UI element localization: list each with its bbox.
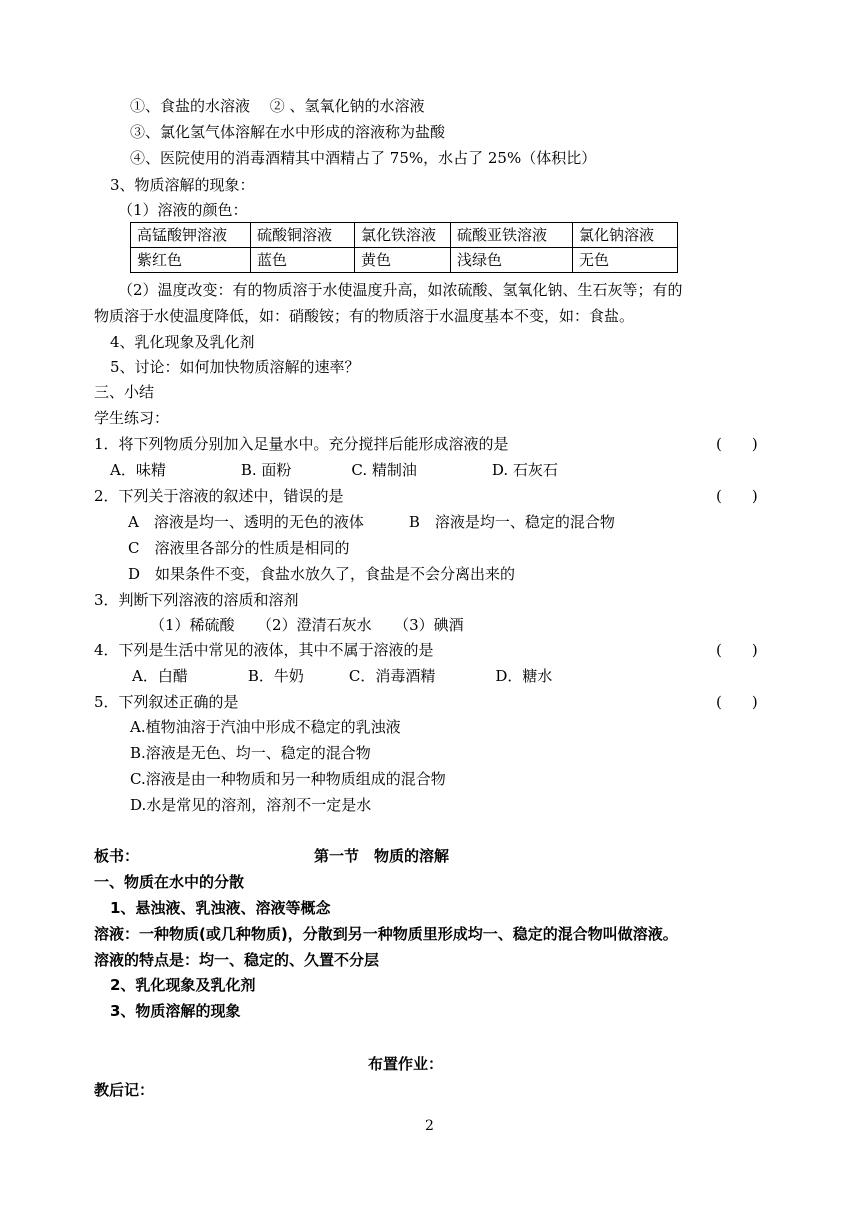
question-1: 1．将下列物质分别加入足量水中。充分搅拌后能形成溶液的是 [94,435,509,453]
board-point-1: 1、悬浊液、乳浊液、溶液等概念 [110,899,331,917]
example-4: ④、医院使用的消毒酒精其中酒精占了 75%，水占了 25%（体积比） [130,149,597,167]
board-definition: 溶液：一种物质(或几种物质)，分散到另一种物质里形成均一、稳定的混合物叫做溶液。 [94,925,678,943]
table-cell: 紫红色 [131,248,251,273]
temperature-change-line-2: 物质溶于水使温度降低，如：硝酸铵；有的物质溶于水温度基本不变，如：食盐。 [94,307,635,325]
example-3: ③、氯化氢气体溶解在水中形成的溶液称为盐酸 [130,123,446,141]
table-cell: 氯化铁溶液 [355,223,451,248]
section-4: 4、乳化现象及乳化剂 [110,333,255,351]
table-cell: 高锰酸钾溶液 [131,223,251,248]
table-cell: 蓝色 [251,248,355,273]
question-5-option-a: A.植物油溶于汽油中形成不稳定的乳浊液 [130,718,401,736]
afterword-heading: 教后记： [94,1081,155,1099]
question-4: 4．下列是生活中常见的液体，其中不属于溶液的是 [94,641,434,659]
table-row [131,223,678,248]
board-heading-1: 一、物质在水中的分散 [94,873,245,891]
practice-title: 学生练习： [94,409,170,427]
board-point-3: 3、物质溶解的现象 [110,1002,241,1020]
question-3: 3．判断下列溶液的溶质和溶剂 [94,591,299,609]
question-2: 2．下列关于溶液的叙述中，错误的是 [94,487,344,505]
answer-bracket: ( ) [716,487,758,505]
table-cell: 黄色 [355,248,451,273]
section-5: 5、讨论：如何加快物质溶解的速率？ [110,358,360,376]
question-5-option-b: B.溶液是无色、均一、稳定的混合物 [130,744,371,762]
solution-color-table [130,222,678,273]
board-title: 第一节 物质的溶解 [314,847,450,865]
question-2-option-a-b: A 溶液是均一、透明的无色的液体 B 溶液是均一、稳定的混合物 [128,513,615,531]
table-cell: 无色 [573,248,678,273]
example-1: ①、食盐的水溶液 ② 、氢氧化钠的水溶液 [130,97,425,115]
answer-bracket: ( ) [716,693,758,711]
question-5-option-d: D.水是常见的溶剂，溶剂不一定是水 [130,796,372,814]
page-number: 2 [425,1118,434,1134]
table-cell: 硫酸亚铁溶液 [451,223,573,248]
summary-heading: 三、小结 [94,383,155,401]
board-features: 溶液的特点是：均一、稳定的、久置不分层 [94,951,380,969]
board-label: 板书： [94,847,140,865]
homework-heading: 布置作业： [368,1055,444,1073]
question-4-options: A．白醋 B．牛奶 C．消毒酒精 D．糖水 [132,667,553,685]
question-3-items: （1）稀硫酸 （2）澄清石灰水 （3）碘酒 [150,616,464,634]
answer-bracket: ( ) [716,435,758,453]
answer-bracket: ( ) [716,641,758,659]
solution-color-heading: （1）溶液的颜色： [118,201,248,219]
table-cell: 硫酸铜溶液 [251,223,355,248]
table-cell: 氯化钠溶液 [573,223,678,248]
question-1-options: A．味精 B. 面粉 C. 精制油 D. 石灰石 [110,461,558,479]
question-5-option-c: C.溶液是由一种物质和另一种物质组成的混合物 [130,770,446,788]
section-3-heading: 3、物质溶解的现象： [110,176,255,194]
temperature-change-line-1: （2）温度改变：有的物质溶于水使温度升高，如浓硫酸、氢氧化钠、生石灰等；有的 [118,281,683,299]
table-row [131,248,678,273]
question-2-option-d: D 如果条件不变，食盐水放久了，食盐是不会分离出来的 [128,565,516,583]
board-point-2: 2、乳化现象及乳化剂 [110,976,256,994]
table-cell: 浅绿色 [451,248,573,273]
question-2-option-c: C 溶液里各部分的性质是相同的 [128,539,350,557]
question-5: 5．下列叙述正确的是 [94,693,239,711]
